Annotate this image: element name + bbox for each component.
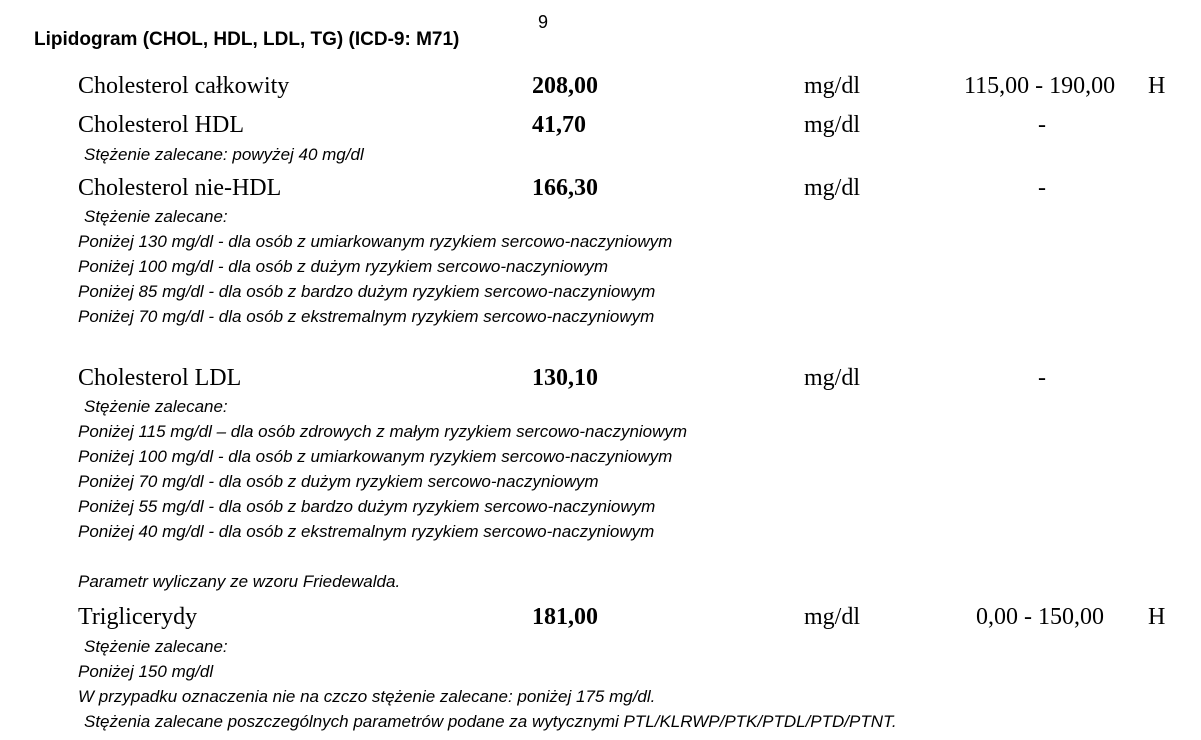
note-line: Poniżej 150 mg/dl [78,662,214,681]
parameter-unit: mg/dl [804,73,861,99]
note-line: Poniżej 100 mg/dl - dla osób z dużym ryzykiem sercowo-naczyniowym [78,257,609,276]
parameter-name: Triglicerydy [78,604,198,630]
note-line: Poniżej 70 mg/dl - dla osób z ekstremalnym ryzykiem sercowo-naczyniowym [78,307,655,326]
parameter-name: Cholesterol LDL [78,365,242,391]
parameter-value: 166,30 [532,175,598,201]
note-line: Stężenie zalecane: [84,397,228,416]
parameter-unit: mg/dl [804,112,861,138]
parameter-value: 41,70 [532,112,586,138]
parameter-unit: mg/dl [804,175,861,201]
note-line: Stężenie zalecane: [84,207,228,226]
reference-range: - [1038,175,1046,201]
parameter-name: Cholesterol HDL [78,112,244,138]
note-line: W przypadku oznaczenia nie na czczo stężenie zalecane: poniżej 175 mg/dl. [78,687,656,706]
footnote: Parametr wyliczany ze wzoru Friedewalda. [78,572,401,591]
parameter-name: Cholesterol całkowity [78,73,290,99]
note-line: Poniżej 85 mg/dl - dla osób z bardzo dużym ryzykiem sercowo-naczyniowym [78,282,656,301]
abnormal-flag: H [1148,73,1166,99]
parameter-unit: mg/dl [804,365,861,391]
parameter-value: 208,00 [532,73,598,99]
note-line: Stężenie zalecane: powyżej 40 mg/dl [84,145,364,164]
title-superscript: 9 [538,12,549,32]
note-line: Poniżej 130 mg/dl - dla osób z umiarkowanym ryzykiem sercowo-naczyniowym [78,232,673,251]
reference-range: - [1038,365,1046,391]
note-line: Poniżej 70 mg/dl - dla osób z dużym ryzykiem sercowo-naczyniowym [78,472,599,491]
document-title: Lipidogram (CHOL, HDL, LDL, TG) (ICD-9: M71) [34,29,460,50]
reference-range: 0,00 - 150,00 [976,604,1104,630]
parameter-unit: mg/dl [804,604,861,630]
note-line: Stężenia zalecane poszczególnych parametrów podane za wytycznymi PTL/KLRWP/PTK/PTDL/PTD/PTNT. [84,712,897,731]
note-line: Poniżej 40 mg/dl - dla osób z ekstremalnym ryzykiem sercowo-naczyniowym [78,522,655,541]
note-line: Poniżej 100 mg/dl - dla osób z umiarkowanym ryzykiem sercowo-naczyniowym [78,447,673,466]
reference-range: - [1038,112,1046,138]
note-line: Poniżej 115 mg/dl – dla osób zdrowych z małym ryzykiem sercowo-naczyniowym [78,422,688,441]
abnormal-flag: H [1148,604,1166,630]
parameter-value: 181,00 [532,604,598,630]
parameter-value: 130,10 [532,365,598,391]
note-line: Stężenie zalecane: [84,637,228,656]
parameter-name: Cholesterol nie-HDL [78,175,282,201]
note-line: Poniżej 55 mg/dl - dla osób z bardzo dużym ryzykiem sercowo-naczyniowym [78,497,656,516]
reference-range: 115,00 - 190,00 [964,73,1116,99]
